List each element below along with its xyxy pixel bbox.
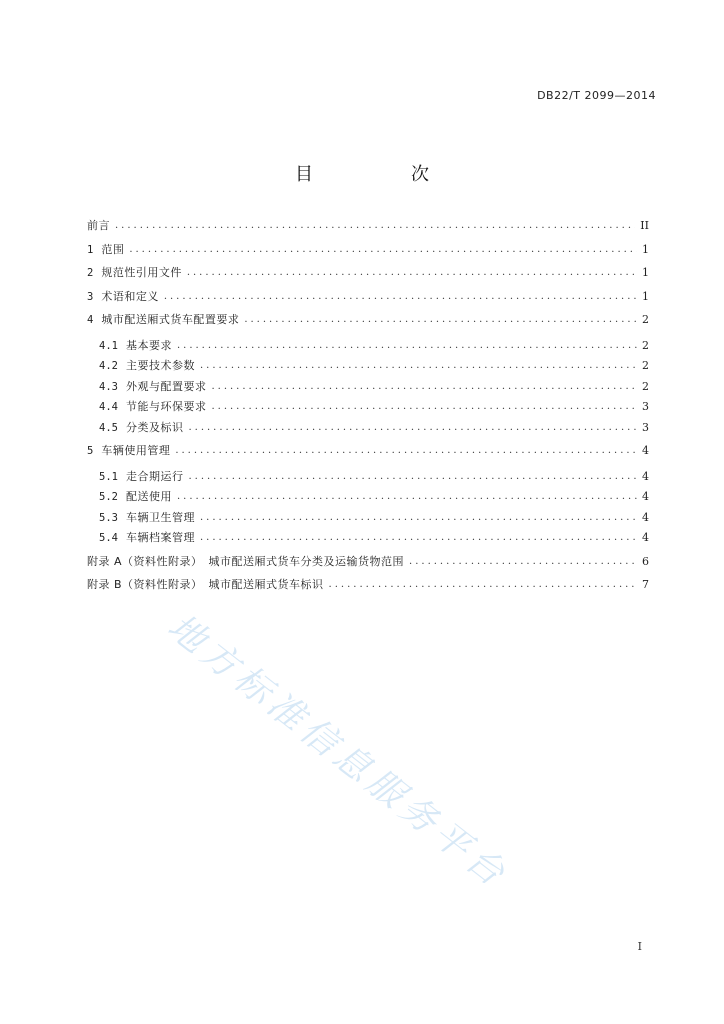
toc-entry-page: II	[640, 219, 649, 232]
toc-entry[interactable]	[87, 218, 649, 242]
toc-entry-label: 节能与环保要求	[125, 400, 207, 413]
toc-subentry[interactable]	[87, 510, 649, 531]
toc-entry-label: 附录 A（资料性附录） 城市配送厢式货车分类及运输货物范围	[87, 554, 405, 568]
toc-entry-label: 范围	[101, 242, 125, 256]
toc-entry[interactable]	[87, 265, 649, 289]
toc-entry-page: 2	[642, 359, 649, 372]
toc-leader-dots	[200, 358, 637, 374]
toc-entry-label: 车辆使用管理	[101, 444, 171, 457]
toc-entry[interactable]	[87, 312, 649, 336]
toc-leader-dots	[187, 265, 637, 281]
toc-subentry[interactable]	[87, 358, 649, 379]
toc-entry-number: 4.1	[99, 339, 118, 352]
toc-entry-page: 1	[642, 266, 649, 279]
toc-subentry[interactable]	[87, 420, 649, 441]
toc-entry-page: 2	[642, 379, 649, 393]
toc-subentry[interactable]	[87, 399, 649, 420]
page-title: 目 次	[295, 164, 469, 185]
toc-entry-number: 4.4	[99, 401, 118, 413]
toc-entry-number: 3	[87, 290, 94, 303]
toc-entry-number: 5.1	[99, 470, 118, 483]
toc-leader-dots	[200, 530, 637, 546]
toc-entry-page: 3	[642, 400, 649, 413]
toc-entry-number: 5.3	[99, 511, 118, 524]
toc-entry[interactable]	[87, 289, 649, 313]
toc-entry-page: 3	[642, 420, 649, 434]
toc-leader-dots	[188, 420, 637, 436]
toc-subentry[interactable]	[87, 379, 649, 400]
toc-leader-dots	[200, 510, 637, 526]
watermark: 地方标准信息服务平台	[159, 606, 517, 898]
toc-entry-page: 2	[642, 338, 649, 352]
toc-entry[interactable]	[87, 242, 649, 266]
toc-entry-page: 4	[642, 490, 649, 503]
toc-entry-page: 4	[642, 510, 649, 524]
toc-leader-dots	[211, 379, 637, 395]
toc-entry-label: 走合期运行	[125, 469, 184, 483]
toc-leader-dots	[177, 489, 637, 505]
toc-entry-number: 2	[87, 267, 94, 279]
toc-entry-number: 4.5	[99, 421, 118, 434]
toc-entry-label: 术语和定义	[101, 289, 159, 303]
toc-entry-page: 4	[642, 444, 649, 457]
table-of-contents	[87, 218, 649, 601]
toc-entry-label: 分类及标识	[125, 420, 184, 434]
toc-entry-number: 4.2	[99, 360, 118, 372]
toc-leader-dots	[115, 218, 635, 234]
toc-leader-dots	[175, 443, 637, 459]
toc-entry-number: 4	[87, 314, 94, 326]
toc-entry-number: 5.4	[99, 532, 118, 544]
toc-leader-dots	[129, 242, 637, 258]
toc-entry-label: 主要技术参数	[125, 359, 195, 372]
toc-entry-label: 附录 B（资料性附录） 城市配送厢式货车标识	[87, 578, 324, 591]
toc-subentry[interactable]	[87, 338, 649, 359]
toc-entry-page: 4	[642, 469, 649, 483]
toc-entry-page: 1	[642, 242, 649, 256]
toc-entry-page: 6	[642, 554, 649, 568]
toc-entry-label: 规范性引用文件	[101, 266, 182, 279]
toc-entry-label: 车辆卫生管理	[125, 510, 195, 524]
toc-leader-dots	[211, 399, 637, 415]
toc-entry-number: 4.3	[99, 380, 118, 393]
toc-entry-label: 城市配送厢式货车配置要求	[101, 313, 240, 326]
toc-entry-label: 前言	[87, 219, 110, 232]
toc-entry-number: 1	[87, 243, 94, 256]
toc-entry-page: 2	[642, 313, 649, 326]
toc-entry[interactable]	[87, 577, 649, 601]
toc-subentry[interactable]	[87, 530, 649, 551]
toc-entry[interactable]	[87, 443, 649, 467]
toc-leader-dots	[188, 469, 637, 485]
toc-entry-page: 1	[642, 289, 649, 303]
toc-entry-label: 基本要求	[125, 338, 172, 352]
toc-entry-label: 车辆档案管理	[125, 531, 195, 544]
toc-subentry[interactable]	[87, 469, 649, 490]
toc-leader-dots	[177, 338, 637, 354]
toc-entry[interactable]	[87, 554, 649, 578]
toc-subentry[interactable]	[87, 489, 649, 510]
page-number: I	[637, 940, 642, 953]
toc-leader-dots	[244, 312, 637, 328]
toc-leader-dots	[329, 577, 637, 593]
toc-leader-dots	[409, 554, 637, 570]
toc-leader-dots	[164, 289, 637, 305]
toc-entry-number: 5	[87, 445, 94, 457]
toc-entry-page: 7	[642, 578, 649, 591]
toc-entry-page: 4	[642, 531, 649, 544]
toc-entry-label: 外观与配置要求	[125, 379, 207, 393]
toc-entry-number: 5.2	[99, 491, 118, 503]
document-code: DB22/T 2099—2014	[537, 89, 656, 102]
toc-entry-label: 配送使用	[125, 490, 172, 503]
